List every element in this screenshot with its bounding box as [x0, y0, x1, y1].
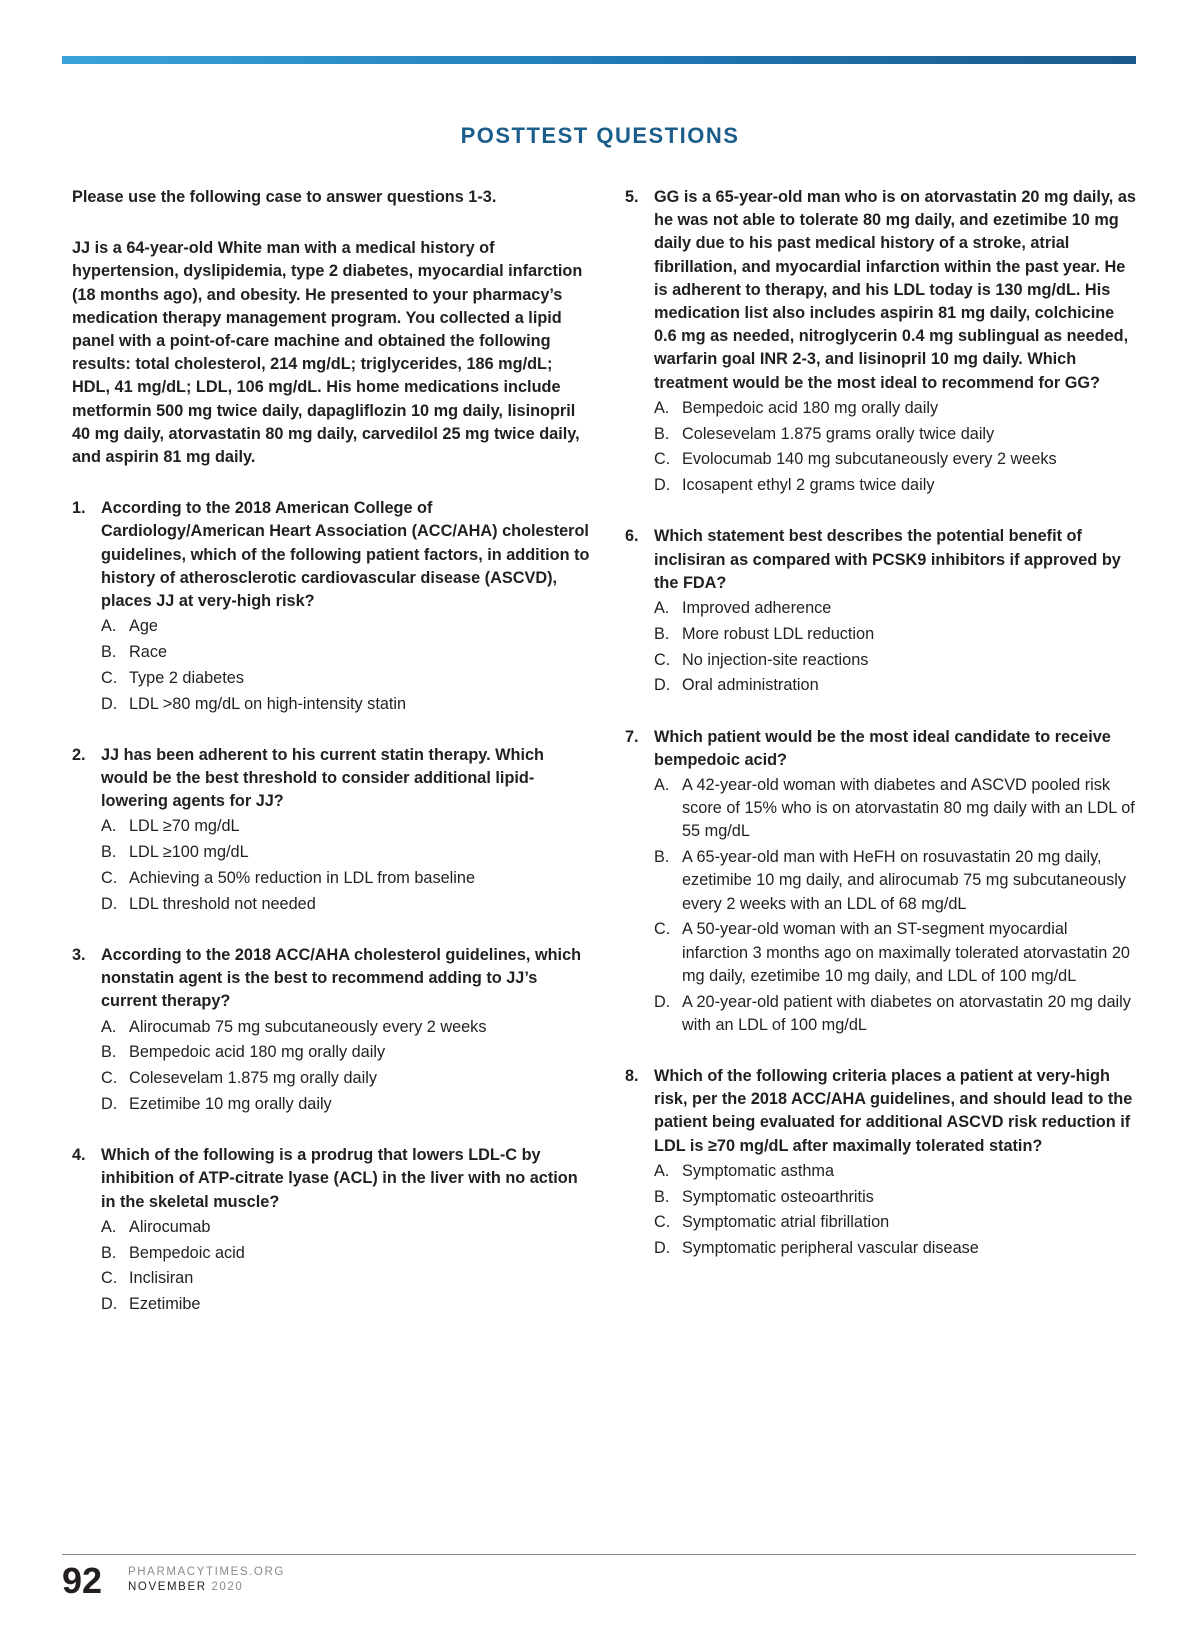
- option-text: No injection-site reactions: [682, 650, 869, 669]
- footer-rule: [62, 1554, 1136, 1555]
- option-text: More robust LDL reduction: [682, 624, 875, 643]
- answer-option: [101, 815, 592, 838]
- option-letter: C.: [101, 668, 118, 687]
- question-stem: [72, 497, 592, 613]
- option-letter: D.: [654, 476, 671, 495]
- answer-option: [654, 397, 1137, 420]
- footer-date: [128, 1581, 243, 1593]
- question-stem: [625, 1065, 1137, 1158]
- question-text: GG is a 65-year-old man who is on atorvastatin 20 mg daily, as he was not able to tolerate 80 mg daily, and ezetimibe 10 mg daily due to his past medical history of a stroke, atrial fibrillation, and myocardial infarction within the past year. He is adherent to therapy, and his LDL today is 130 mg/dL. His medication list also includes aspirin 81 mg daily, colchicine 0.6 mg as needed, nitroglycerin 0.4 mg sublingual as needed, warfarin goal INR 2-3, and lisinopril 10 mg daily. Which treatment would be the most ideal to recommend for GG?: [654, 188, 1136, 392]
- option-letter: B.: [654, 1187, 670, 1206]
- option-text: Symptomatic osteoarthritis: [682, 1187, 874, 1206]
- option-text: Symptomatic peripheral vascular disease: [682, 1239, 979, 1258]
- left-column: [72, 186, 592, 1344]
- footer-month: NOVEMBER: [128, 1581, 207, 1593]
- question-stem: [72, 944, 592, 1014]
- question-number: 8.: [625, 1067, 639, 1086]
- answer-option: [101, 1242, 592, 1265]
- option-letter: B.: [101, 1243, 117, 1262]
- option-letter: A.: [654, 398, 670, 417]
- question-stem: [625, 726, 1137, 772]
- option-letter: A.: [101, 817, 117, 836]
- answer-option: [654, 1186, 1137, 1209]
- answer-option: [101, 867, 592, 890]
- answer-option: [101, 1216, 592, 1239]
- answer-options: [654, 774, 1137, 1037]
- option-text: A 42-year-old woman with diabetes and ASCVD pooled risk score of 15% who is on atorvastatin 80 mg daily with an LDL of 55 mg/dL: [682, 776, 1135, 841]
- answer-option: [654, 597, 1137, 620]
- option-text: Icosapent ethyl 2 grams twice daily: [682, 476, 935, 495]
- option-letter: C.: [654, 920, 671, 939]
- answer-option: [654, 991, 1137, 1037]
- question-text: Which statement best describes the potential benefit of inclisiran as compared with PCSK9 inhibitors if approved by the FDA?: [654, 527, 1121, 592]
- answer-options: [101, 1016, 592, 1117]
- answer-option: [101, 1067, 592, 1090]
- question-text: According to the 2018 American College of Cardiology/American Heart Association (ACC/AHA) cholesterol guidelines, which of the following patient factors, in addition to history of atherosclerotic cardiovascular disease (ASCVD), places JJ at very-high risk?: [101, 499, 590, 611]
- question-1: [72, 497, 592, 716]
- option-text: Ezetimibe: [129, 1295, 201, 1314]
- answer-option: [101, 1293, 592, 1316]
- question-7: [625, 726, 1137, 1037]
- option-text: Bempedoic acid: [129, 1243, 245, 1262]
- option-letter: C.: [101, 1269, 118, 1288]
- option-text: Bempedoic acid 180 mg orally daily: [129, 1043, 386, 1062]
- option-text: Colesevelam 1.875 mg orally daily: [129, 1069, 377, 1088]
- option-letter: D.: [654, 1239, 671, 1258]
- option-text: Evolocumab 140 mg subcutaneously every 2 weeks: [682, 450, 1057, 469]
- question-8: [625, 1065, 1137, 1260]
- option-text: LDL ≥70 mg/dL: [129, 817, 240, 836]
- question-text: Which of the following criteria places a patient at very-high risk, per the 2018 ACC/AHA guidelines, and should lead to the patient being evaluated for additional ASCVD risk reduction if LDL is ≥70 mg/dL after maximally tolerated statin?: [654, 1067, 1133, 1155]
- answer-options: [654, 1160, 1137, 1261]
- option-text: A 50-year-old woman with an ST-segment myocardial infarction 3 months ago on maximally tolerated atorvastatin 20 mg daily, ezetimibe 10 mg daily, and LDL of 100 mg/dL: [682, 920, 1130, 985]
- answer-option: [654, 918, 1137, 988]
- answer-option: [101, 693, 592, 716]
- question-text: According to the 2018 ACC/AHA cholesterol guidelines, which nonstatin agent is the best to recommend adding to JJ’s current therapy?: [101, 946, 582, 1011]
- answer-options: [101, 815, 592, 916]
- option-letter: B.: [101, 843, 117, 862]
- answer-option: [101, 615, 592, 638]
- page-number: 92: [62, 1560, 103, 1601]
- option-letter: A.: [654, 1161, 670, 1180]
- option-text: Bempedoic acid 180 mg orally daily: [682, 398, 939, 417]
- option-letter: A.: [101, 1017, 117, 1036]
- answer-option: [654, 674, 1137, 697]
- question-text: Which patient would be the most ideal candidate to receive bempedoic acid?: [654, 727, 1111, 769]
- option-text: Alirocumab: [129, 1217, 211, 1236]
- answer-options: [654, 597, 1137, 698]
- question-number: 1.: [72, 499, 86, 518]
- answer-option: [654, 423, 1137, 446]
- option-letter: D.: [101, 694, 118, 713]
- question-number: 6.: [625, 527, 639, 546]
- right-column: [625, 186, 1137, 1288]
- option-letter: D.: [654, 992, 671, 1011]
- option-text: Oral administration: [682, 676, 819, 695]
- option-text: A 65-year-old man with HeFH on rosuvastatin 20 mg daily, ezetimibe 10 mg daily, and alirocumab 75 mg subcutaneously every 2 weeks with an LDL of 68 mg/dL: [682, 848, 1127, 913]
- answer-option: [101, 841, 592, 864]
- answer-option: [101, 1016, 592, 1039]
- answer-options: [101, 615, 592, 716]
- option-text: Age: [129, 617, 158, 636]
- option-letter: A.: [654, 776, 670, 795]
- option-letter: D.: [101, 894, 118, 913]
- answer-option: [654, 623, 1137, 646]
- option-text: Inclisiran: [129, 1269, 194, 1288]
- option-text: Type 2 diabetes: [129, 668, 244, 687]
- answer-options: [654, 397, 1137, 498]
- case-intro: Please use the following case to answer questions 1-3.: [72, 188, 497, 206]
- option-text: LDL ≥100 mg/dL: [129, 843, 249, 862]
- answer-option: [654, 474, 1137, 497]
- answer-option: [654, 1237, 1137, 1260]
- option-letter: B.: [654, 848, 670, 867]
- question-stem: [72, 744, 592, 814]
- left-question-list: [72, 497, 592, 1316]
- option-letter: D.: [654, 676, 671, 695]
- answer-option: [654, 1160, 1137, 1183]
- option-letter: D.: [101, 1095, 118, 1114]
- answer-option: [101, 1093, 592, 1116]
- option-letter: B.: [101, 1043, 117, 1062]
- option-letter: C.: [654, 450, 671, 469]
- option-text: LDL threshold not needed: [129, 894, 316, 913]
- option-letter: A.: [654, 599, 670, 618]
- answer-option: [101, 1267, 592, 1290]
- answer-option: [101, 641, 592, 664]
- option-letter: C.: [654, 650, 671, 669]
- question-stem: [625, 186, 1137, 395]
- answer-option: [654, 774, 1137, 844]
- answer-option: [654, 1211, 1137, 1234]
- header-accent-bar: [62, 56, 1136, 64]
- option-text: Achieving a 50% reduction in LDL from baseline: [129, 869, 476, 888]
- question-5: [625, 186, 1137, 497]
- question-number: 7.: [625, 727, 639, 746]
- footer-year: 2020: [211, 1581, 244, 1593]
- case-description: JJ is a 64-year-old White man with a medical history of hypertension, dyslipidemia, type 2 diabetes, myocardial infarction (18 months ago), and obesity. He presented to your pharmacy’s medication therapy management program. You collected a lipid panel with a point-of-care machine and obtained the following results: total cholesterol, 214 mg/dL; triglycerides, 186 mg/dL; HDL, 41 mg/dL; LDL, 106 mg/dL. His home medications include metformin 500 mg twice daily, dapagliflozin 10 mg daily, lisinopril 40 mg daily, atorvastatin 80 mg daily, carvedilol 25 mg twice daily, and aspirin 81 mg daily.: [72, 239, 583, 467]
- answer-option: [654, 649, 1137, 672]
- option-text: Symptomatic atrial fibrillation: [682, 1213, 890, 1232]
- question-stem: [625, 525, 1137, 595]
- option-text: Improved adherence: [682, 599, 832, 618]
- option-text: Colesevelam 1.875 grams orally twice daily: [682, 424, 995, 443]
- answer-option: [654, 846, 1137, 916]
- question-3: [72, 944, 592, 1116]
- option-text: Alirocumab 75 mg subcutaneously every 2 weeks: [129, 1017, 487, 1036]
- answer-option: [101, 667, 592, 690]
- right-question-list: [625, 186, 1137, 1260]
- option-text: Race: [129, 643, 168, 662]
- question-stem: [72, 1144, 592, 1214]
- option-letter: C.: [654, 1213, 671, 1232]
- option-letter: D.: [101, 1295, 118, 1314]
- option-text: Symptomatic asthma: [682, 1161, 835, 1180]
- question-6: [625, 525, 1137, 697]
- question-2: [72, 744, 592, 916]
- option-letter: C.: [101, 869, 118, 888]
- option-text: Ezetimibe 10 mg orally daily: [129, 1095, 332, 1114]
- option-letter: C.: [101, 1069, 118, 1088]
- answer-option: [101, 1041, 592, 1064]
- footer-site: PHARMACYTIMES.ORG: [128, 1566, 285, 1578]
- answer-options: [101, 1216, 592, 1317]
- option-letter: B.: [101, 643, 117, 662]
- option-letter: B.: [654, 424, 670, 443]
- answer-option: [654, 448, 1137, 471]
- option-letter: A.: [101, 1217, 117, 1236]
- question-text: JJ has been adherent to his current statin therapy. Which would be the best threshold to consider additional lipid-lowering agents for JJ?: [101, 745, 545, 811]
- question-number: 3.: [72, 946, 86, 965]
- question-number: 2.: [72, 745, 86, 764]
- question-number: 5.: [625, 188, 639, 206]
- question-number: 4.: [72, 1146, 86, 1165]
- option-text: A 20-year-old patient with diabetes on atorvastatin 20 mg daily with an LDL of 100 mg/dL: [682, 992, 1131, 1034]
- page-title: POSTTEST QUESTIONS: [460, 123, 740, 148]
- option-text: LDL >80 mg/dL on high-intensity statin: [129, 694, 407, 713]
- option-letter: B.: [654, 624, 670, 643]
- question-text: Which of the following is a prodrug that lowers LDL-C by inhibition of ATP-citrate lyase (ACL) in the liver with no action in the skeletal muscle?: [101, 1146, 578, 1211]
- option-letter: A.: [101, 617, 117, 636]
- question-4: [72, 1144, 592, 1316]
- answer-option: [101, 893, 592, 916]
